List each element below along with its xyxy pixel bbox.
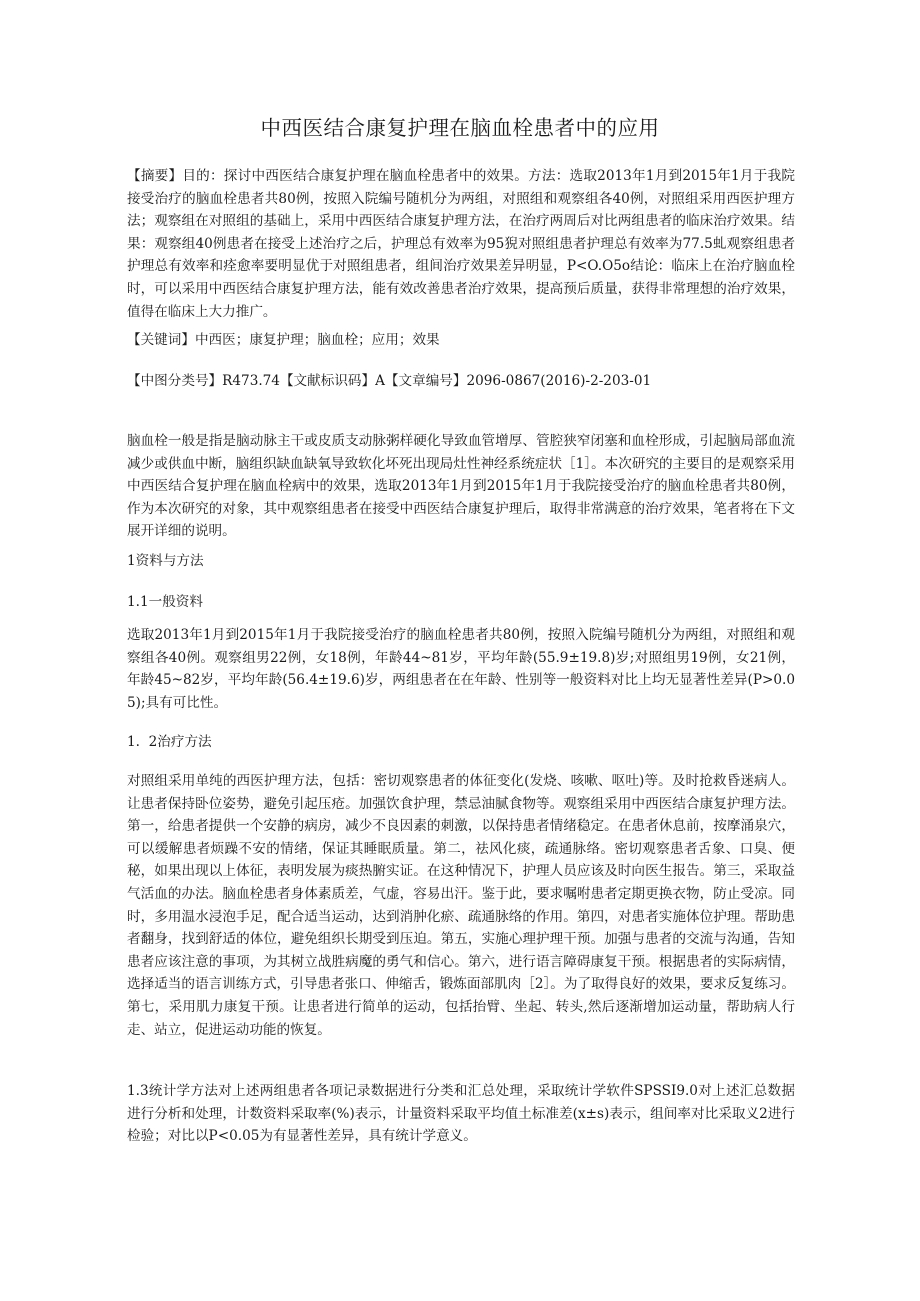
statistics-paragraph: 1.3统计学方法对上述两组患者各项记录数据进行分类和汇总处理，采取统计学软件SPSSI9.0对上述汇总数据进行分析和处理，计数资料采取率(%)表示，计量资料采取平均值土标准差(x±s)表示，组间率对比采取义2进行检验；对比以P<0.05为有显著性差异，具有统计学意义。: [127, 1083, 795, 1145]
general-data-paragraph: 选取2013年1月到2015年1月于我院接受治疗的脑血栓患者共80例，按照入院编号随机分为两组，对照组和观察组各40例。观察组男22例，女18例，年龄44~81岁，平均年龄(55.9±19.8)岁;对照组男19例，女21例，年龄45~82岁，平均年龄(56.4±19.6)岁，两组患者在在年龄、性别等一般资料对比上均无显著性差异(P>0.05);具有可比性。: [127, 627, 795, 711]
keywords-line: 【关键词】中西医；康复护理；脑血栓；应用；效果: [127, 332, 440, 348]
treatment-methods-paragraph: 对照组采用单纯的西医护理方法，包括：密切观察患者的体征变化(发烧、咳嗽、呕吐)等。及时抢救昏迷病人。让患者保持卧位姿势，避免引起压疮。加强饮食护理，禁忌油腻食物等。观察组采用中西医结合康复护理方法。第一，给患者提供一个安静的病房，减少不良因素的刺激，以保持患者情绪稳定。在患者休息前，按摩涌泉穴，可以缓解患者烦躁不安的情绪，保证其睡眠质量。第二，祛风化痰，疏通脉络。密切观察患者舌象、口臭、便秘，如果出现以上体征，表明发展为痰热腑实证。在这种情况下，护理人员应该及时向医生报告。第三，采取益气活血的办法。脑血栓患者身体素质差，气虚，容易出汗。鉴于此，要求嘱咐患者定期更换衣物，防止受凉。同时，多用温水浸泡手足，配合适当运动，达到消肿化瘀、疏通脉络的作用。第四，对患者实施体位护理。帮助患者翻身，找到舒适的体位，避免组织长期受到压迫。第五，实施心理护理干预。加强与患者的交流与沟通，告知患者应该注意的事项，为其树立战胜病魔的勇气和信心。第六，进行语言障碍康复干预。根据患者的实际病情，选择适当的语言训练方式，引导患者张口、伸缩舌，锻炼面部肌肉［2］。为了取得良好的效果，要求反复练习。第七，采用肌力康复干预。让患者进行简单的运动，包括抬臂、坐起、转头,然后逐渐增加运动量，帮助病人行走、站立，促进运动功能的恢复。: [127, 773, 795, 1038]
section-heading-treatment-methods: 1. 2治疗方法: [127, 734, 212, 750]
section-heading-materials-methods: 1资料与方法: [127, 553, 204, 569]
intro-paragraph: 脑血栓一般是指是脑动脉主干或皮质支动脉粥样硬化导致血管增厚、管腔狭窄闭塞和血栓形成，引起脑局部血流减少或供血中断，脑组织缺血缺氧导致软化坏死出现局灶性神经系统症状［1］。本次研究的主要目的是观察采用中西医结合复护理在脑血栓病中的效果，选取2013年1月到2015年1月于我院接受治疗的脑血栓患者共80例，作为本次研究的对象，其中观察组患者在接受中西医结合康复护理后，取得非常满意的治疗效果，笔者将在下文展开详细的说明。: [127, 433, 795, 540]
section-heading-general-data: 1.1一般资料: [127, 594, 203, 610]
classification-line: 【中图分类号】R473.74【文献标识码】A【文章编号】2096-0867(2016)-2-203-01: [127, 373, 652, 389]
abstract-paragraph: 【摘要】目的：探讨中西医结合康复护理在脑血栓患者中的效果。方法：选取2013年1月到2015年1月于我院接受治疗的脑血栓患者共80例，按照入院编号随机分为两组，对照组和观察组各40例，对照组采用西医护理方法；观察组在对照组的基础上，采用中西医结合康复护理方法，在治疗两周后对比两组患者的临床治疗效果。结果：观察组40例患者在接受上述治疗之后，护理总有效率为95猊对照组患者护理总有效率为77.5虬观察组患者护理总有效率和痊愈率要明显优于对照组患者，组间治疗效果差异明显，P<O.O5o结论：临床上在治疗脑血栓时，可以采用中西医结合康复护理方法，能有效改善患者治疗效果，提高预后质量，获得非常理想的治疗效果，值得在临床上大力推广。: [127, 168, 795, 320]
paper-title: 中西医结合康复护理在脑血栓患者中的应用: [260, 116, 660, 140]
